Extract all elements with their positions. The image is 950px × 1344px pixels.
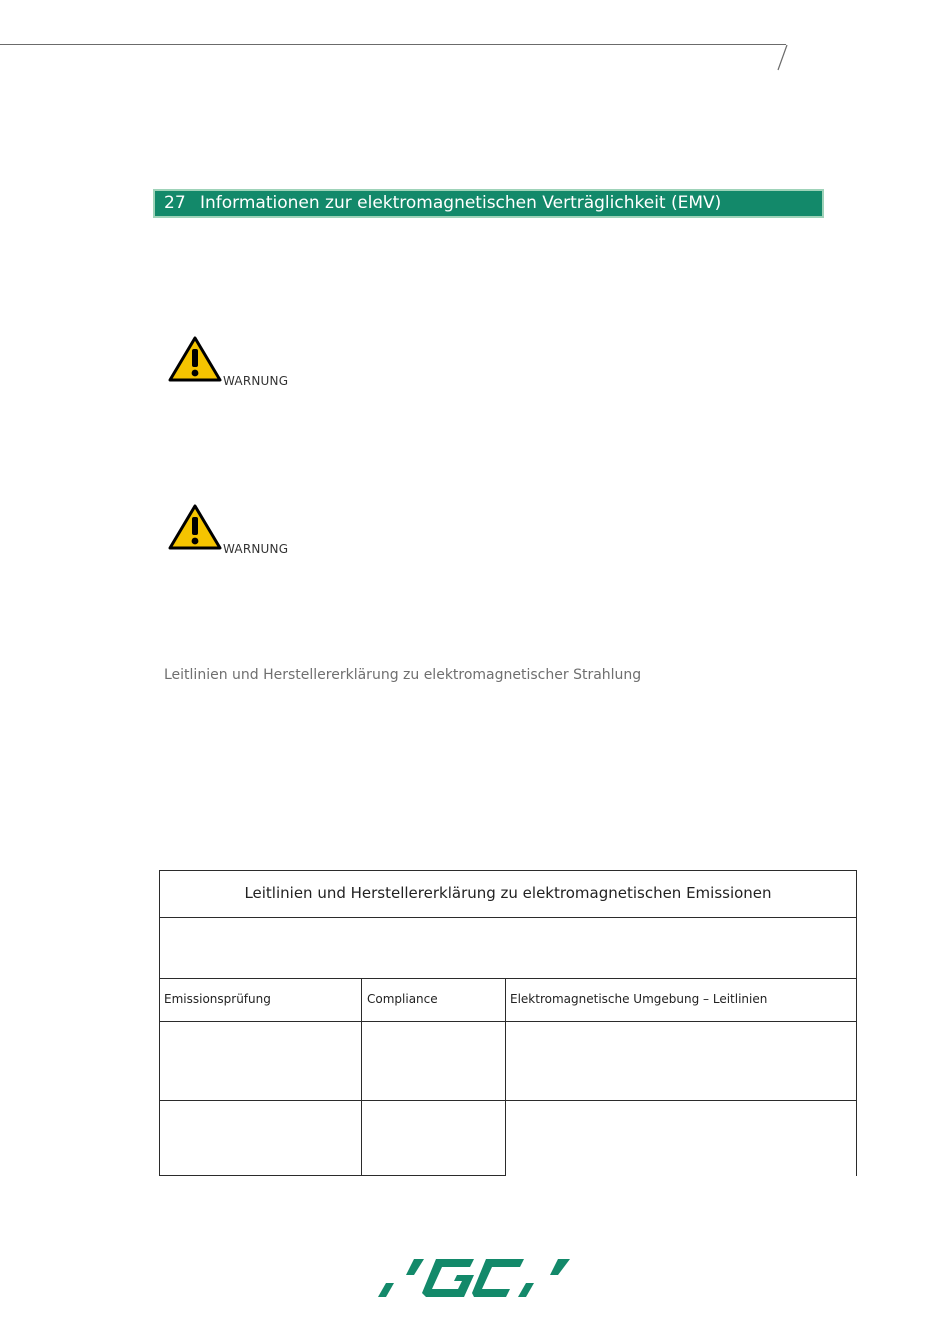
subheading: Leitlinien und Herstellererklärung zu elektromagnetischer Strahlung [164,667,642,683]
column-header: Emissionsprüfung [164,992,271,1006]
warning-block-2 [168,504,308,554]
warning-label: WARNUNG [223,374,289,388]
section-number: 27 [164,193,186,213]
table-title: Leitlinien und Herstellererklärung zu elektromagnetischen Emissionen [244,884,772,902]
warning-triangle-icon [168,504,222,550]
column-header: Compliance [367,992,438,1006]
warning-block-1 [168,336,308,386]
column-header: Elektromagnetische Umgebung – Leitlinien [510,992,768,1006]
warning-label: WARNUNG [223,542,289,556]
warning-triangle-icon [168,336,222,382]
section-title: Informationen zur elektromagnetischen Verträglichkeit (EMV) [200,193,722,213]
section-heading [153,189,824,218]
header-corner-slash [0,40,800,80]
gc-logo [378,1253,572,1299]
emissions-table [159,870,857,1176]
